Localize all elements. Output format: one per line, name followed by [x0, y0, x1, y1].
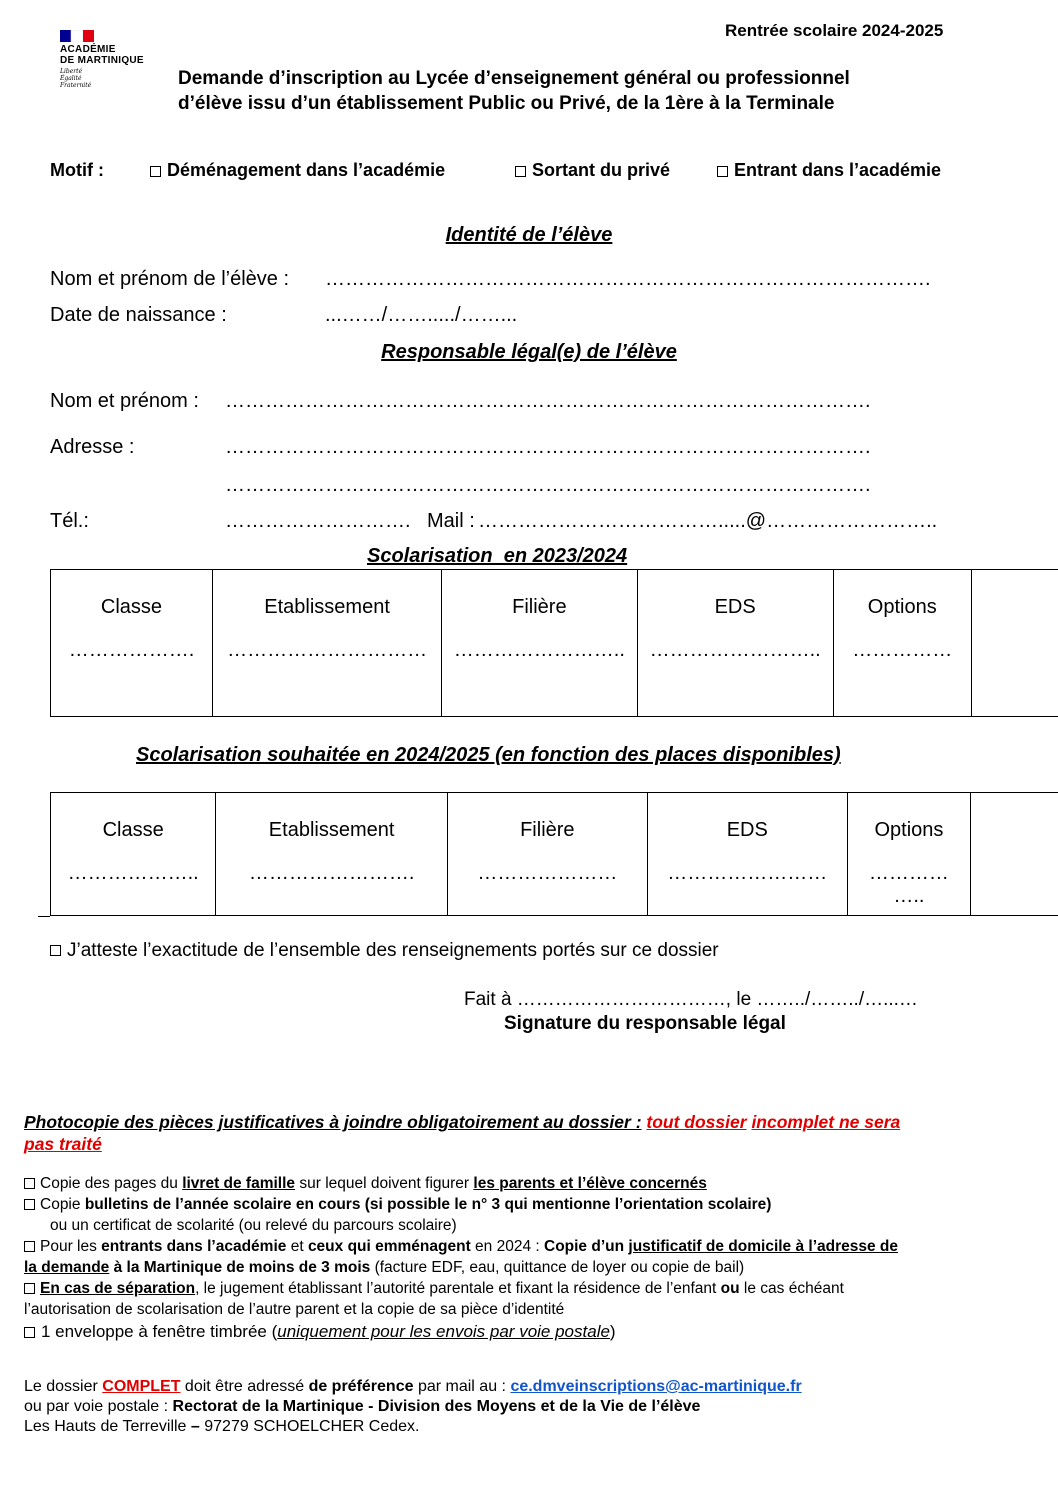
form-title-line1: Demande d’inscription au Lycée d’enseignement général ou professionnel — [178, 68, 850, 89]
list-item-continued: ou un certificat de scolarité (ou relevé du parcours scolaire) — [50, 1217, 457, 1234]
guardian-name-label: Nom et prénom : — [50, 390, 199, 412]
logo-line1: ACADÉMIE — [60, 44, 116, 55]
scolarisation-current-table — [50, 569, 1058, 717]
table-row — [51, 570, 1058, 717]
envoi-line3: Les Hauts de Terreville – 97279 SCHOELCHER Cedex. — [24, 1418, 420, 1435]
year-label: Rentrée scolaire 2024-2025 — [725, 21, 944, 40]
table-cell-eds[interactable]: EDS …………………….. — [637, 570, 833, 717]
checkbox[interactable] — [717, 166, 728, 177]
checkbox[interactable] — [24, 1178, 35, 1189]
list-item: 1 enveloppe à fenêtre timbrée (uniquement pour les envois par voie postale) — [24, 1321, 1034, 1342]
tel-label: Tél.: — [50, 510, 89, 532]
table-cell-etablissement[interactable]: Etablissement ……………………. — [216, 793, 448, 916]
scolarisation-wish-heading: Scolarisation souhaitée en 2024/2025 (en fonction des places disponibles) — [136, 744, 841, 766]
student-name-label: Nom et prénom de l’élève : — [50, 268, 290, 290]
table-cell-extra[interactable] — [971, 570, 1058, 717]
list-item: Pour les entrants dans l’académie et ceux qui emménagent en 2024 : Copie d’un justificatif de domicile à l’adresse de — [24, 1236, 1034, 1257]
pieces-heading: Photocopie des pièces justificatives à joindre obligatoirement au dossier : tout dossier incomplet ne sera pas traité — [24, 1112, 901, 1154]
list-item-continued: la demande à la Martinique de moins de 3 mois (facture EDF, eau, quittance de loyer ou copie de bail) — [24, 1259, 745, 1276]
motif-label: Motif : — [50, 160, 104, 180]
checkbox[interactable] — [515, 166, 526, 177]
motif-option-entrant[interactable]: Entrant dans l’académie — [717, 160, 941, 181]
table-cell-extra[interactable] — [970, 793, 1058, 916]
address-label: Adresse : — [50, 436, 135, 458]
identite-heading: Identité de l’élève — [445, 224, 613, 246]
list-item-continued: l’autorisation de scolarisation de l’autre parent et la copie de sa pièce d’identité — [24, 1301, 565, 1318]
logo-motto-2: Égalité — [60, 75, 82, 82]
tel-field[interactable]: ………………………. — [225, 510, 411, 532]
pieces-list — [24, 1173, 1034, 1342]
envoi-line2: ou par voie postale : Rectorat de la Martinique - Division des Moyens et de la Vie de l’élève — [24, 1398, 701, 1415]
checkbox[interactable] — [24, 1327, 35, 1338]
academy-logo — [58, 30, 158, 92]
divider — [38, 916, 50, 917]
mail-label: Mail : — [427, 510, 475, 532]
list-item: Copie des pages du livret de famille sur lequel doivent figurer les parents et l’élève concernés — [24, 1173, 1034, 1194]
table-cell-classe[interactable]: Classe ……………….. — [51, 793, 216, 916]
dob-label: Date de naissance : — [50, 304, 227, 326]
address-field-1[interactable]: ……………………………………………………………………………………. — [225, 436, 871, 458]
mail-field[interactable]: ……………………………….....@…………………….. — [478, 510, 938, 532]
checkbox[interactable] — [50, 945, 61, 956]
scolarisation-wish-table — [50, 792, 1058, 916]
email-link[interactable]: ce.dmveinscriptions@ac-martinique.fr — [510, 1378, 802, 1395]
guardian-name-field[interactable]: ……………………………………………………………………………………. — [225, 390, 871, 412]
scolarisation-current-heading: Scolarisation en 2023/2024 — [367, 545, 628, 567]
table-cell-etablissement[interactable]: Etablissement ………………………… — [212, 570, 441, 717]
dob-field[interactable]: ...……/……...../……... — [325, 304, 518, 326]
table-cell-options[interactable]: Options ………… ….. — [847, 793, 970, 916]
motif-option-demenagement[interactable]: Déménagement dans l’académie — [150, 160, 445, 181]
logo-motto-1: Liberté — [60, 68, 83, 75]
table-cell-eds[interactable]: EDS …………………… — [647, 793, 847, 916]
address-field-2[interactable]: ……………………………………………………………………………………. — [225, 474, 871, 496]
table-cell-filiere[interactable]: Filière …………………….. — [442, 570, 637, 717]
envoi-line1: Le dossier COMPLET doit être adressé de préférence par mail au : ce.dmveinscriptions@ac-martinique.fr — [24, 1378, 802, 1395]
table-cell-options[interactable]: Options …………… — [833, 570, 971, 717]
envoi-block — [24, 1377, 802, 1437]
attestation-checkbox-row[interactable]: J’atteste l’exactitude de l’ensemble des renseignements portés sur ce dossier — [50, 940, 719, 962]
signature-label: Signature du responsable légal — [504, 1013, 786, 1034]
checkbox[interactable] — [24, 1283, 35, 1294]
checkbox[interactable] — [150, 166, 161, 177]
table-cell-classe[interactable]: Classe ………………. — [51, 570, 213, 717]
table-row — [51, 793, 1058, 916]
marianne-flag-icon — [60, 30, 94, 42]
checkbox[interactable] — [24, 1241, 35, 1252]
list-item: Copie bulletins de l’année scolaire en cours (si possible le n° 3 qui mentionne l’orientation scolaire) — [24, 1194, 1034, 1215]
table-cell-filiere[interactable]: Filière ………………… — [447, 793, 647, 916]
logo-line2: DE MARTINIQUE — [60, 55, 144, 66]
list-item: En cas de séparation, le jugement établissant l’autorité parentale et fixant la résidence de l’enfant ou le cas échéant — [24, 1278, 1034, 1299]
logo-motto-3: Fraternité — [60, 82, 92, 89]
fait-a-field[interactable]: Fait à ……………………………, le ……../……../…...… — [464, 989, 918, 1010]
responsable-heading: Responsable légal(e) de l’élève — [381, 341, 677, 363]
student-name-field[interactable]: ………………………………………………………………………………. — [325, 268, 931, 290]
motif-option-prive[interactable]: Sortant du privé — [515, 160, 670, 181]
checkbox[interactable] — [24, 1199, 35, 1210]
form-title-line2: d’élève issu d’un établissement Public ou Privé, de la 1ère à la Terminale — [178, 93, 835, 114]
